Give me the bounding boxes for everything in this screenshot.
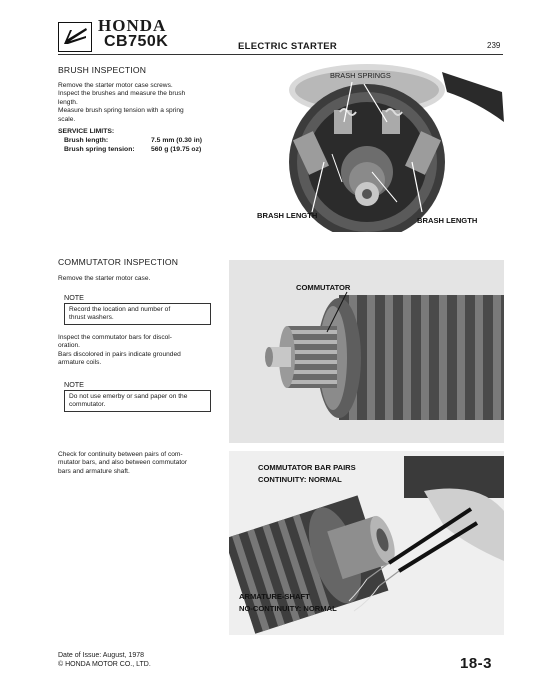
commutator-inspection-heading: COMMUTATOR INSPECTION <box>58 257 179 267</box>
copyright: © HONDA MOTOR CO., LTD. <box>58 661 151 668</box>
continuity-line: mutator bars, and also between commutator <box>58 459 188 467</box>
note-line: commutator. <box>69 401 106 409</box>
note-box-no-sandpaper <box>64 390 211 412</box>
brush-line: Measure brush spring tension with a spring <box>58 107 184 115</box>
header-rule <box>58 54 503 55</box>
commutator-line: oration. <box>58 342 80 350</box>
brush-line: scale. <box>58 115 76 123</box>
note-box-thrust-washers <box>64 303 211 325</box>
brush-spring-tension-value: 560 g (19.75 oz) <box>151 146 202 153</box>
no-continuity-normal-label: NO-CONTINUITY: NORMAL <box>239 604 337 613</box>
commutator-line: Inspect the commutator bars for discol- <box>58 334 172 341</box>
page-number: 239 <box>487 41 501 50</box>
continuity-line: bars and armature shaft. <box>58 467 130 475</box>
note-line: Record the location and number of <box>69 306 171 313</box>
note-label: NOTE <box>64 293 84 302</box>
commutator-instructions <box>58 334 228 368</box>
brush-inspection-heading: BRUSH INSPECTION <box>58 65 147 75</box>
brush-line: Inspect the brushes and measure the brush <box>58 90 186 98</box>
commutator-line: Bars discolored in pairs indicate grounded <box>58 350 181 358</box>
commutator-photo <box>229 260 504 443</box>
brand-name: HONDA <box>98 16 167 35</box>
brush-length-right-label: BRASH LENGTH <box>417 216 478 225</box>
brush-length-left-label: BRASH LENGTH <box>257 211 318 220</box>
continuity-line: Check for continuity between pairs of com- <box>58 451 183 458</box>
brush-spring-tension-label: Brush spring tension: <box>64 146 135 153</box>
service-limits-heading: SERVICE LIMITS: <box>58 128 115 135</box>
continuity-normal-label: CONTINUITY: NORMAL <box>258 475 342 484</box>
note-line: thrust washers. <box>69 314 114 322</box>
continuity-instructions <box>58 451 228 476</box>
brush-instructions <box>58 82 228 124</box>
brush-length-value: 7.5 mm (0.30 in) <box>151 137 202 144</box>
commutator-line: armature coils. <box>58 359 102 367</box>
section-title: ELECTRIC STARTER <box>238 41 338 52</box>
brush-length-label: Brush length: <box>64 137 109 144</box>
honda-wing-logo <box>58 22 92 52</box>
armature-shaft-label: ARMATURE-SHAFT <box>239 592 310 601</box>
note-label: NOTE <box>64 380 84 389</box>
footer-left <box>58 651 151 669</box>
page-code: 18-3 <box>460 655 493 672</box>
note-line: Do not use emerby or sand paper on the <box>69 393 188 400</box>
brush-line: length. <box>58 98 78 106</box>
bar-pairs-label: COMMUTATOR BAR PAIRS <box>258 463 356 472</box>
commutator-label: COMMUTATOR <box>296 283 351 292</box>
brush-photo <box>272 62 504 232</box>
date-of-issue: Date of Issue: August, 1978 <box>58 652 145 659</box>
brush-line: Remove the starter motor case screws. <box>58 82 173 89</box>
model-name: CB750K <box>104 33 169 50</box>
brush-springs-label: BRASH SPRINGS <box>330 71 391 80</box>
commutator-intro: Remove the starter motor case. <box>58 275 151 282</box>
